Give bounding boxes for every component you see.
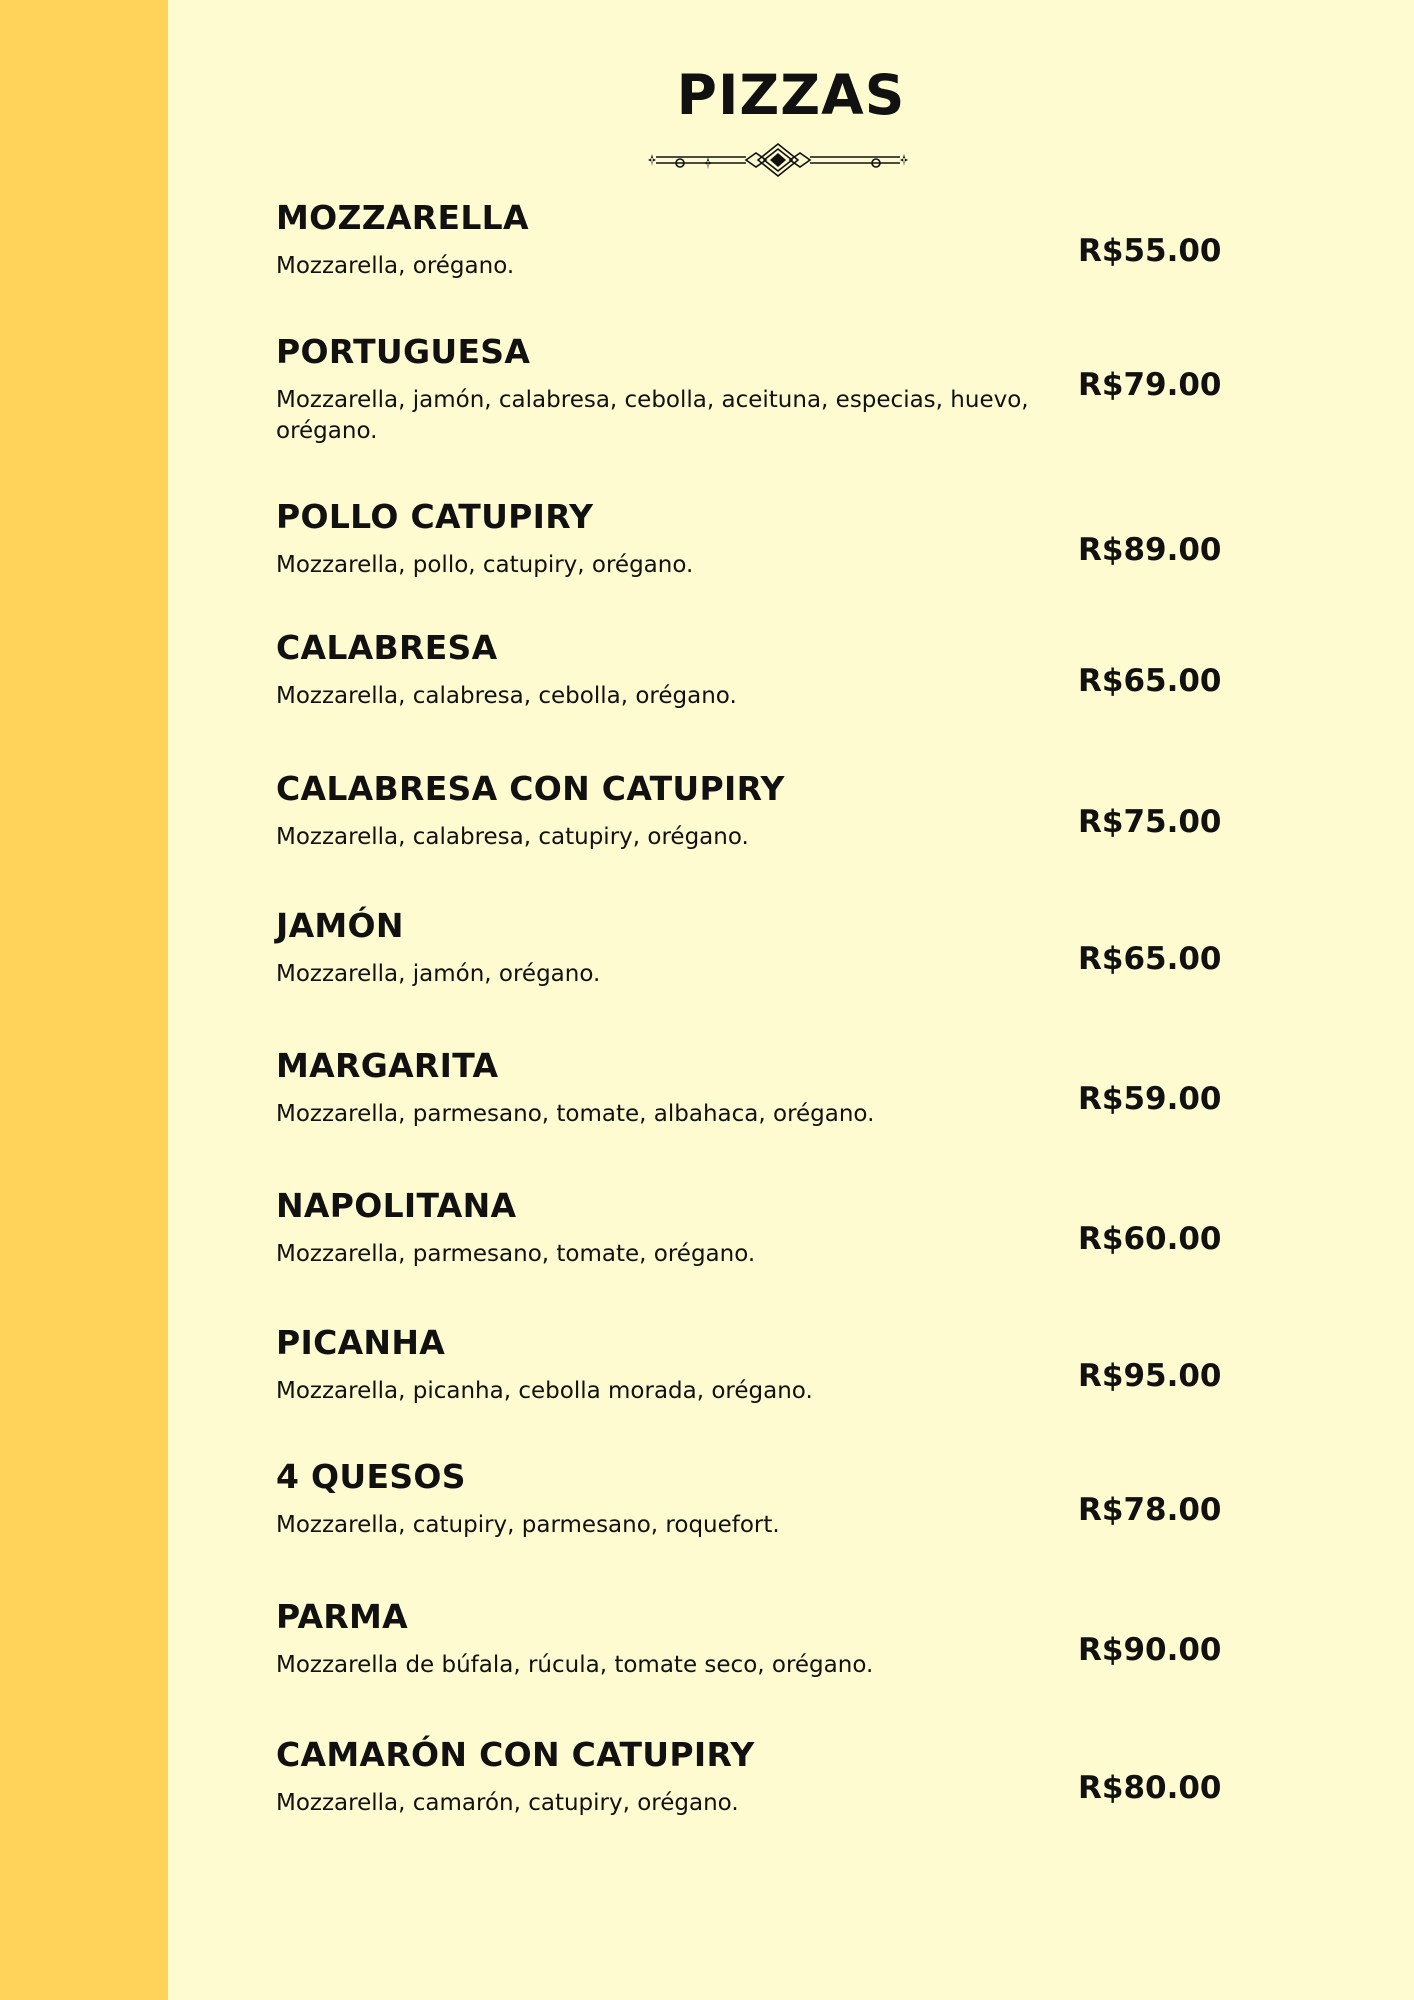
item-name: MARGARITA (276, 1046, 499, 1085)
art-deco-divider-icon (648, 139, 908, 179)
item-description: Mozzarella, jamón, orégano. (276, 961, 601, 987)
item-name: PORTUGUESA (276, 332, 531, 371)
item-price: R$75.00 (1078, 804, 1222, 840)
page-title: PIZZAS (676, 63, 906, 127)
item-name: PARMA (276, 1597, 408, 1636)
side-stripe (0, 0, 168, 2000)
item-price: R$90.00 (1078, 1632, 1222, 1668)
item-description: Mozzarella, pollo, catupiry, orégano. (276, 552, 694, 578)
item-price: R$65.00 (1078, 941, 1222, 977)
item-description: Mozzarella, camarón, catupiry, orégano. (276, 1790, 739, 1816)
item-description: Mozzarella, jamón, calabresa, cebolla, aceituna, especias, huevo, orégano. (276, 387, 1029, 444)
item-price: R$78.00 (1078, 1492, 1222, 1528)
item-description: Mozzarella de búfala, rúcula, tomate seco, orégano. (276, 1652, 874, 1678)
item-name: NAPOLITANA (276, 1186, 517, 1225)
item-price: R$89.00 (1078, 532, 1222, 568)
item-price: R$55.00 (1078, 233, 1222, 269)
item-description: Mozzarella, parmesano, tomate, albahaca, orégano. (276, 1101, 875, 1127)
item-price: R$95.00 (1078, 1358, 1222, 1394)
item-description: Mozzarella, catupiry, parmesano, roquefort. (276, 1512, 780, 1538)
item-description: Mozzarella, parmesano, tomate, orégano. (276, 1241, 756, 1267)
item-name: CALABRESA CON CATUPIRY (276, 769, 785, 808)
item-price: R$80.00 (1078, 1770, 1222, 1806)
item-price: R$79.00 (1078, 367, 1222, 403)
item-price: R$59.00 (1078, 1081, 1222, 1117)
item-price: R$60.00 (1078, 1221, 1222, 1257)
item-name: CALABRESA (276, 628, 498, 667)
item-description: Mozzarella, calabresa, cebolla, orégano. (276, 683, 737, 709)
item-description: Mozzarella, picanha, cebolla morada, orégano. (276, 1378, 813, 1404)
item-name: 4 QUESOS (276, 1457, 466, 1496)
item-name: PICANHA (276, 1323, 446, 1362)
item-name: CAMARÓN CON CATUPIRY (276, 1735, 755, 1774)
item-description: Mozzarella, orégano. (276, 253, 515, 279)
item-price: R$65.00 (1078, 663, 1222, 699)
item-name: POLLO CATUPIRY (276, 497, 594, 536)
item-name: MOZZARELLA (276, 198, 529, 237)
item-name: JAMÓN (276, 906, 404, 945)
item-description: Mozzarella, calabresa, catupiry, orégano. (276, 824, 749, 850)
